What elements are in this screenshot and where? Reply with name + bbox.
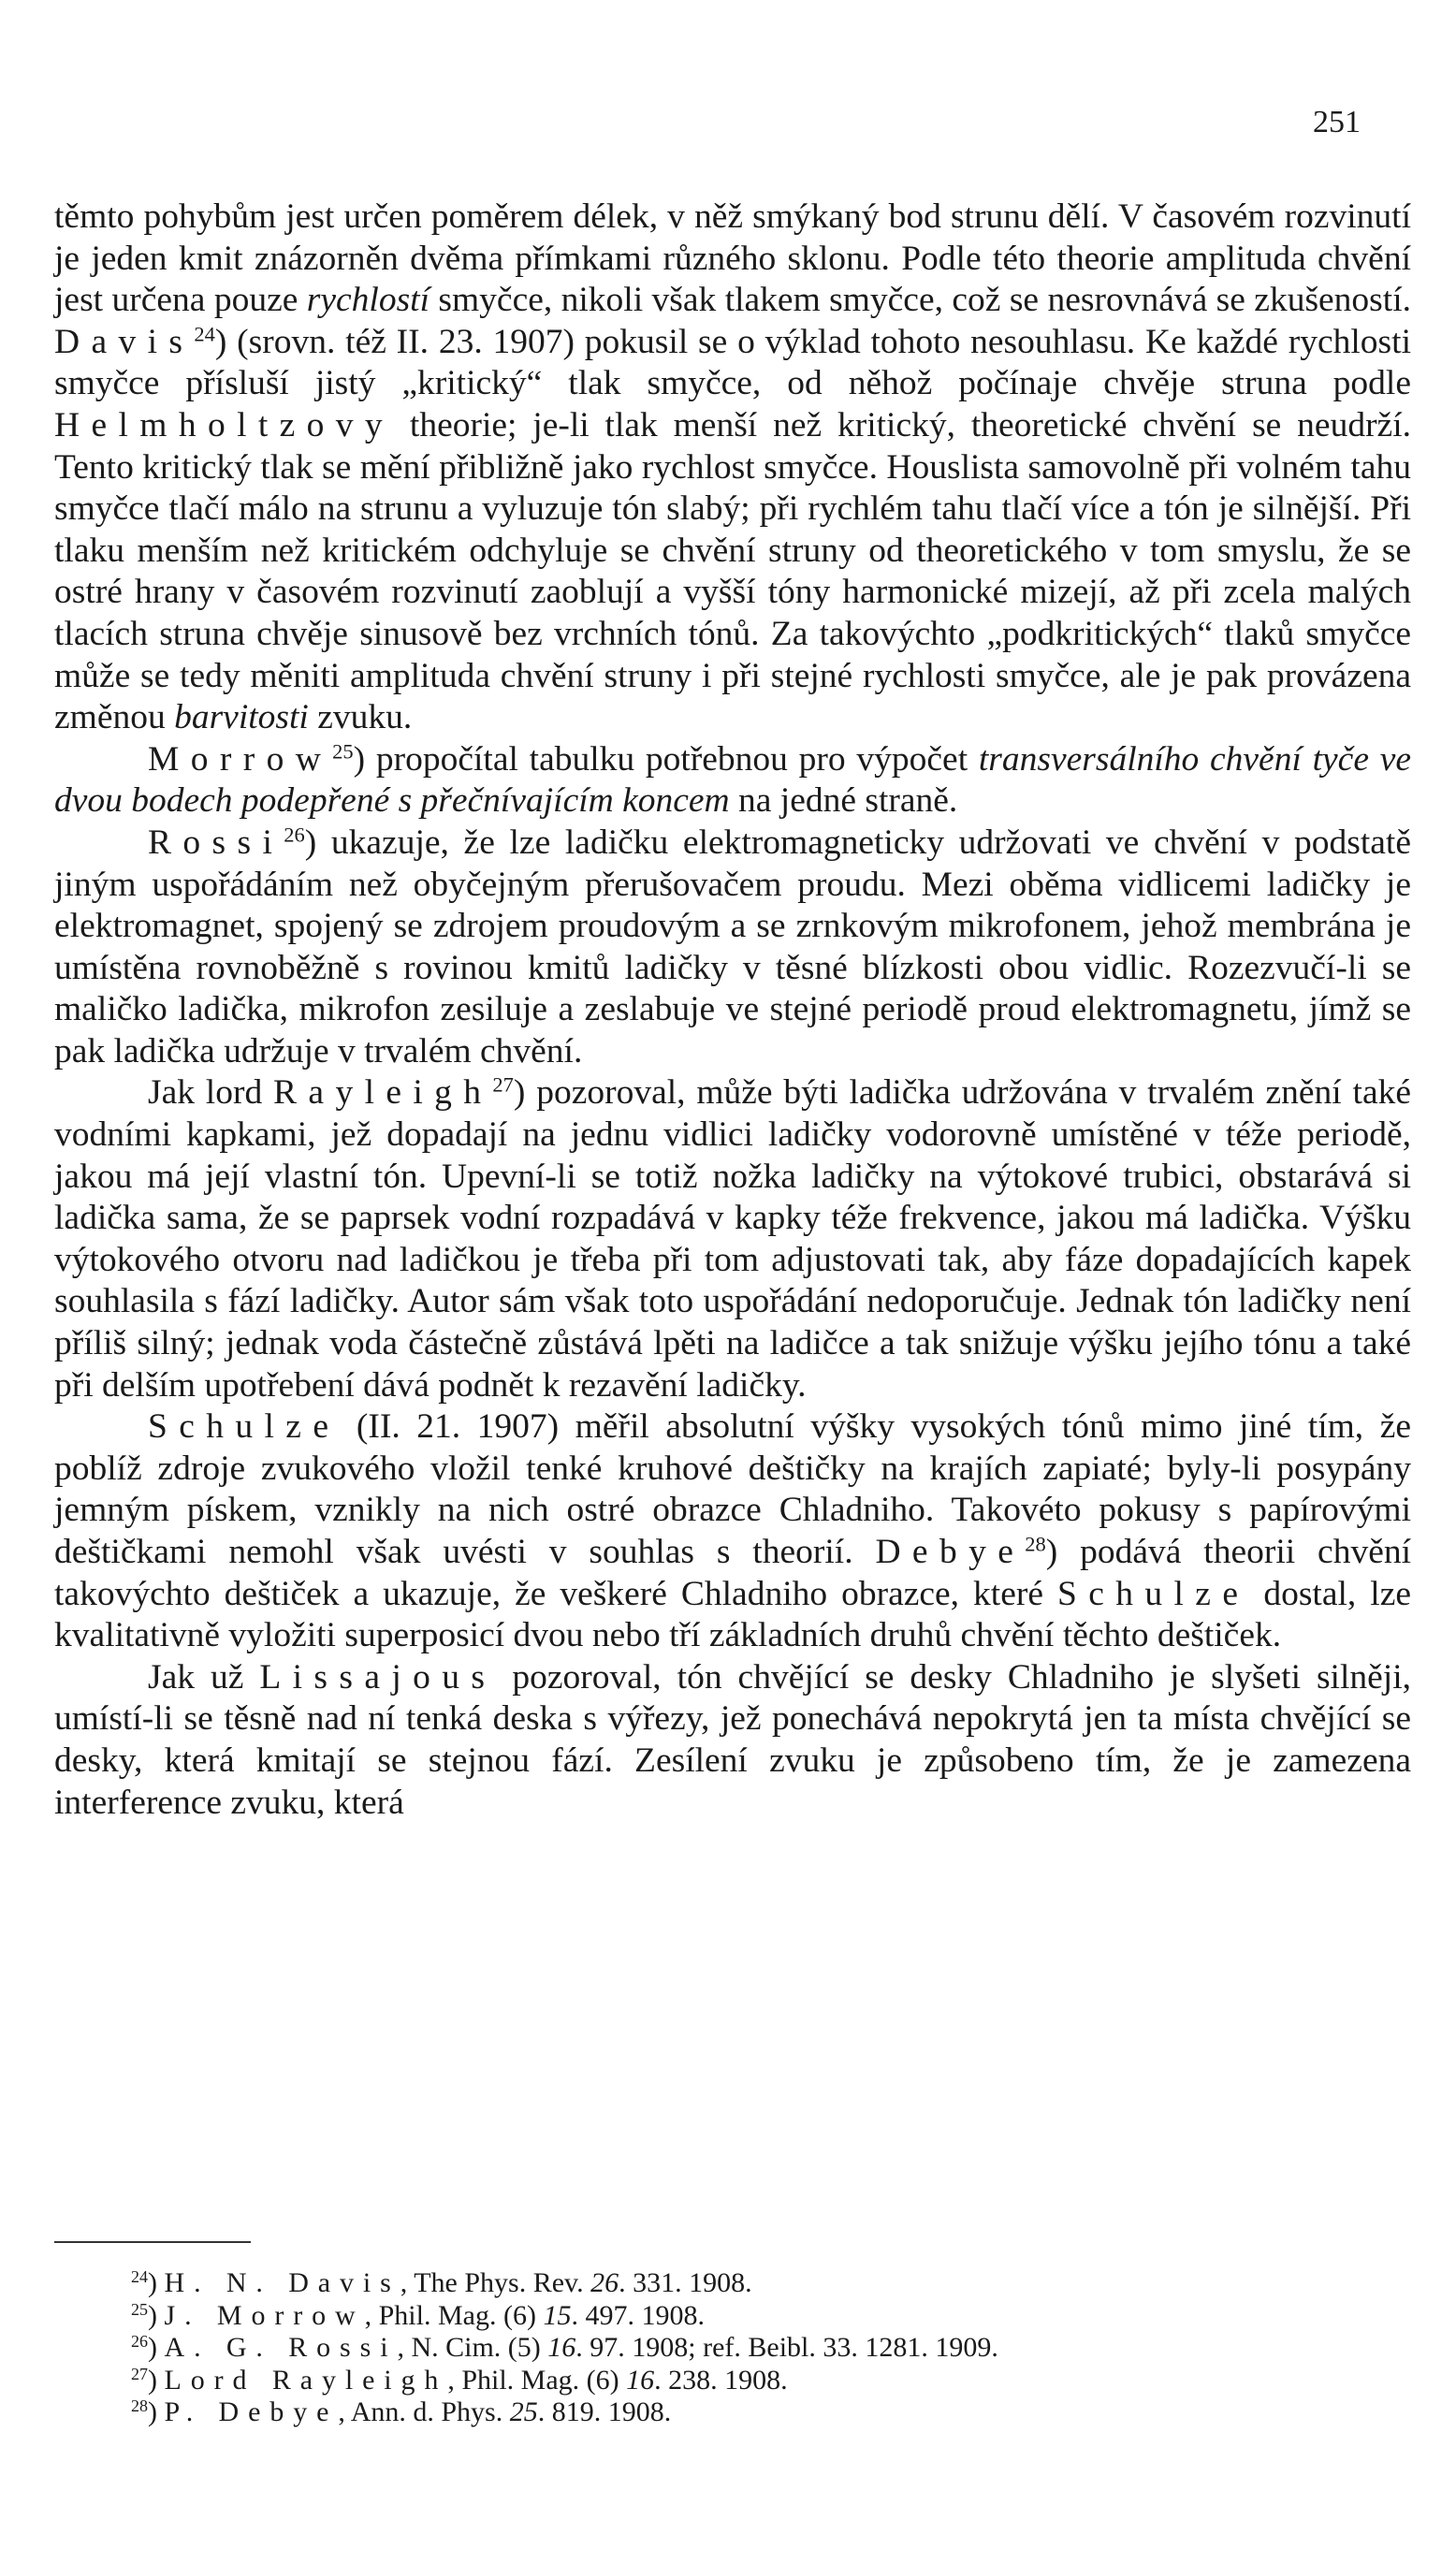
spaced-name: Davis: [54, 322, 195, 361]
footnote-mark: 24: [131, 2267, 148, 2287]
footnote-ref: 24: [194, 322, 215, 346]
footnote-tail: . 238. 1908.: [654, 2364, 788, 2396]
paragraph: [54, 1657, 1411, 1824]
text-run: ) ukazuje, že lze ladičku elektromagneticky udržovati ve chvění v podstatě jiným uspořádáním než obyčejným přerušovačem proudu. Mezi oběma vidlicemi ladičky je elektromagnet, spojený se zdrojem proudovým a se zrnkovým mikrofonem, jehož membrána je umístěna rovnoběžně s rovinou kmitů ladičky v těsné blízkosti obou vidlic. Rozezvučí-li se maličko ladička, mikrofon zesiluje a zeslabuje ve stejné periodě proud elektromagnetu, jímž se pak ladička udržuje v trvalém chvění.: [54, 823, 1411, 1071]
text-run: ) pozoroval, může býti ladička udržována v trvalém znění také vodními kapkami, jež dopadají na jednu vidlici ladičky vodorovně umístěné v téže periodě, jakou má její vlastní tón. Upevní-li se totiž nožka ladičky na výtokové trubici, obstarává si ladička sama, že se paprsek vodní rozpadává v kapky téže frekvence, jakou má ladička. Výšku výtokového otvoru nad ladičkou je třeba při tom adjustovati tak, aby fáze dopadajících kapek souhlasila s fází ladičky. Autor sám však toto uspořádání nedoporučuje. Jednak tón ladičky není příliš silný; jednak voda částečně zůstává lpěti na ladičce a tak snižuje výšku jejího tónu a také při delším upotřebení dává podnět k rezavění ladičky.: [54, 1073, 1411, 1405]
text-run: (II. 21. 1907) měřil absolutní výšky vysokých tónů mimo jiné tím, že poblíž zdroje zvukového vložil tenké kruhové deštičky na krajích zapiaté; byly-li posypány jemným pískem, vznikly na nich ostré obrazce Chladniho. Takovéto pokusy s papírovými deštičkami nemohl však uvésti v souhlas s theorií.: [54, 1407, 1411, 1571]
footnote-close: ): [148, 2267, 165, 2298]
footnote: [131, 2365, 1404, 2397]
footnote: [131, 2267, 1404, 2300]
text-run: ) (srovn. též II. 23. 1907) pokusil se o výklad tohoto nesouhlasu. Ke každé rychlosti smyčce přísluší jistý „kritický“ tlak smyčce, od něhož počínaje chvěje struna podle: [54, 322, 1411, 403]
paragraph: [54, 197, 1411, 739]
spaced-name: Schulze: [1057, 1574, 1250, 1613]
footnote-volume: 16: [547, 2332, 576, 2363]
footnote-tail: . 97. 1908; ref. Beibl. 33. 1281. 1909.: [575, 2332, 998, 2363]
footnote-tail: . 819. 1908.: [537, 2396, 672, 2427]
footnote-mark: 28: [131, 2396, 148, 2416]
footnote-ref: 27: [492, 1073, 514, 1098]
footnote-source: , N. Cim. (5): [397, 2332, 548, 2363]
paragraph: [54, 1406, 1411, 1657]
footnote-close: ): [148, 2332, 165, 2363]
text-run: pozoroval, tón chvějící se desky Chladniho je slyšeti silněji, umístí-li se těsně nad ní tenká deska s výřezy, jež ponechává nepokrytá jen ta místa chvějící se desky, která kmitají se stejnou fází. Zesílení zvuku je způsobeno tím, že je zamezena interference zvuku, která: [54, 1657, 1411, 1822]
text-run: zvuku.: [308, 698, 413, 737]
footnote-volume: 15: [543, 2299, 572, 2331]
spaced-name: Schulze: [148, 1407, 341, 1447]
footnote-author: P. Debye: [164, 2396, 339, 2427]
footnote-source: , Phil. Mag. (6): [364, 2299, 544, 2331]
page-number: 251: [1313, 105, 1361, 139]
footnote-ref: 25: [332, 739, 354, 764]
footnote-ref: 26: [284, 823, 305, 847]
footnote-source: , The Phys. Rev.: [400, 2267, 591, 2298]
footnote-ref: 28: [1025, 1532, 1046, 1556]
text-run: ) propočítal tabulku potřebnou pro výpočet: [353, 739, 979, 779]
footnote-author: H. N. Davis: [164, 2267, 400, 2298]
footnote-author: A. G. Rossi: [164, 2332, 398, 2363]
footnote-volume: 25: [509, 2396, 538, 2427]
body-text: [54, 197, 1411, 1824]
text-run: Jak lord: [148, 1073, 274, 1113]
footnote-mark: 25: [131, 2299, 148, 2319]
footnote-close: ): [148, 2364, 165, 2396]
spaced-name: Helmholtzovy: [54, 405, 395, 444]
footnote: [131, 2332, 1404, 2365]
footnote-mark: 26: [131, 2332, 148, 2352]
footnote: [131, 2396, 1404, 2429]
footnote-author: J. Morrow: [164, 2299, 365, 2331]
footnotes: [131, 2267, 1404, 2429]
italic-text: transversálního chvění tyče ve dvou bodech podepřené s přečnívajícím koncem: [54, 739, 1411, 821]
text-run: dostal, lze kvalitativně vyložiti superposicí dvou nebo tří základních druhů chvění těchto deštiček.: [54, 1574, 1411, 1655]
footnote-author: Lord Rayleigh: [164, 2364, 448, 2396]
footnote-divider: [54, 2241, 251, 2243]
paragraph: [54, 823, 1411, 1073]
italic-text: rychlostí: [306, 281, 430, 320]
text-run: theorie; je-li tlak menší než kritický, theoretické chvění se neudrží. Tento kritický tlak se mění přibližně jako rychlost smyčce. Houslista samovolně při volném tahu smyčce tlačí málo na strunu a vyluzuje tón slabý; při rychlém tahu tlačí více a tón je silnější. Při tlaku menším než kritickém odchyluje se chvění struny od theoretického v tom smyslu, že se ostré hrany v časovém rozvinutí zaoblují a vyšší tóny harmonické mizejí, až při zcela malých tlacích struna chvěje sinusově bez vrchních tónů. Za takovýchto „podkritických“ tlaků smyčce může se tedy měniti amplituda chvění struny i při stejné rychlosti smyčce, ale je pak provázena změnou: [54, 405, 1411, 737]
italic-text: barvitosti: [174, 698, 309, 737]
footnote-close: ): [148, 2299, 165, 2331]
footnote-source: , Phil. Mag. (6): [447, 2364, 627, 2396]
footnote-close: ): [148, 2396, 165, 2427]
spaced-name: Rossi: [148, 823, 284, 862]
footnote-volume: 26: [590, 2267, 619, 2298]
spaced-name: Lissajous: [259, 1657, 497, 1697]
spaced-name: Rayleigh: [273, 1073, 493, 1113]
spaced-name: Morrow: [148, 739, 333, 779]
text-run: smyčce, nikoli však tlakem smyčce, což se nesrovnává se zkušeností.: [430, 281, 1411, 320]
footnote: [131, 2300, 1404, 2333]
footnote-volume: 16: [626, 2364, 655, 2396]
footnote-source: , Ann. d. Phys.: [338, 2396, 510, 2427]
footnote-tail: . 331. 1908.: [619, 2267, 752, 2298]
spaced-name: Debye: [875, 1533, 1026, 1571]
text-run: na jedné straně.: [729, 781, 958, 821]
paragraph: [54, 1072, 1411, 1406]
footnote-tail: . 497. 1908.: [571, 2299, 705, 2331]
text-run: ) podává theorii chvění takovýchto deštiček a ukazuje, že veškeré Chladniho obrazce, které: [54, 1533, 1412, 1613]
text-run: Jak už: [148, 1657, 260, 1697]
paragraph: [54, 739, 1411, 823]
text-run: těmto pohybům jest určen poměrem délek, v něž smýkaný bod strunu dělí. V časovém rozvinutí je jeden kmit znázorněn dvěma přímkami různého sklonu. Podle této theorie amplituda chvění jest určena pouze: [54, 197, 1411, 320]
footnote-mark: 27: [131, 2364, 148, 2383]
